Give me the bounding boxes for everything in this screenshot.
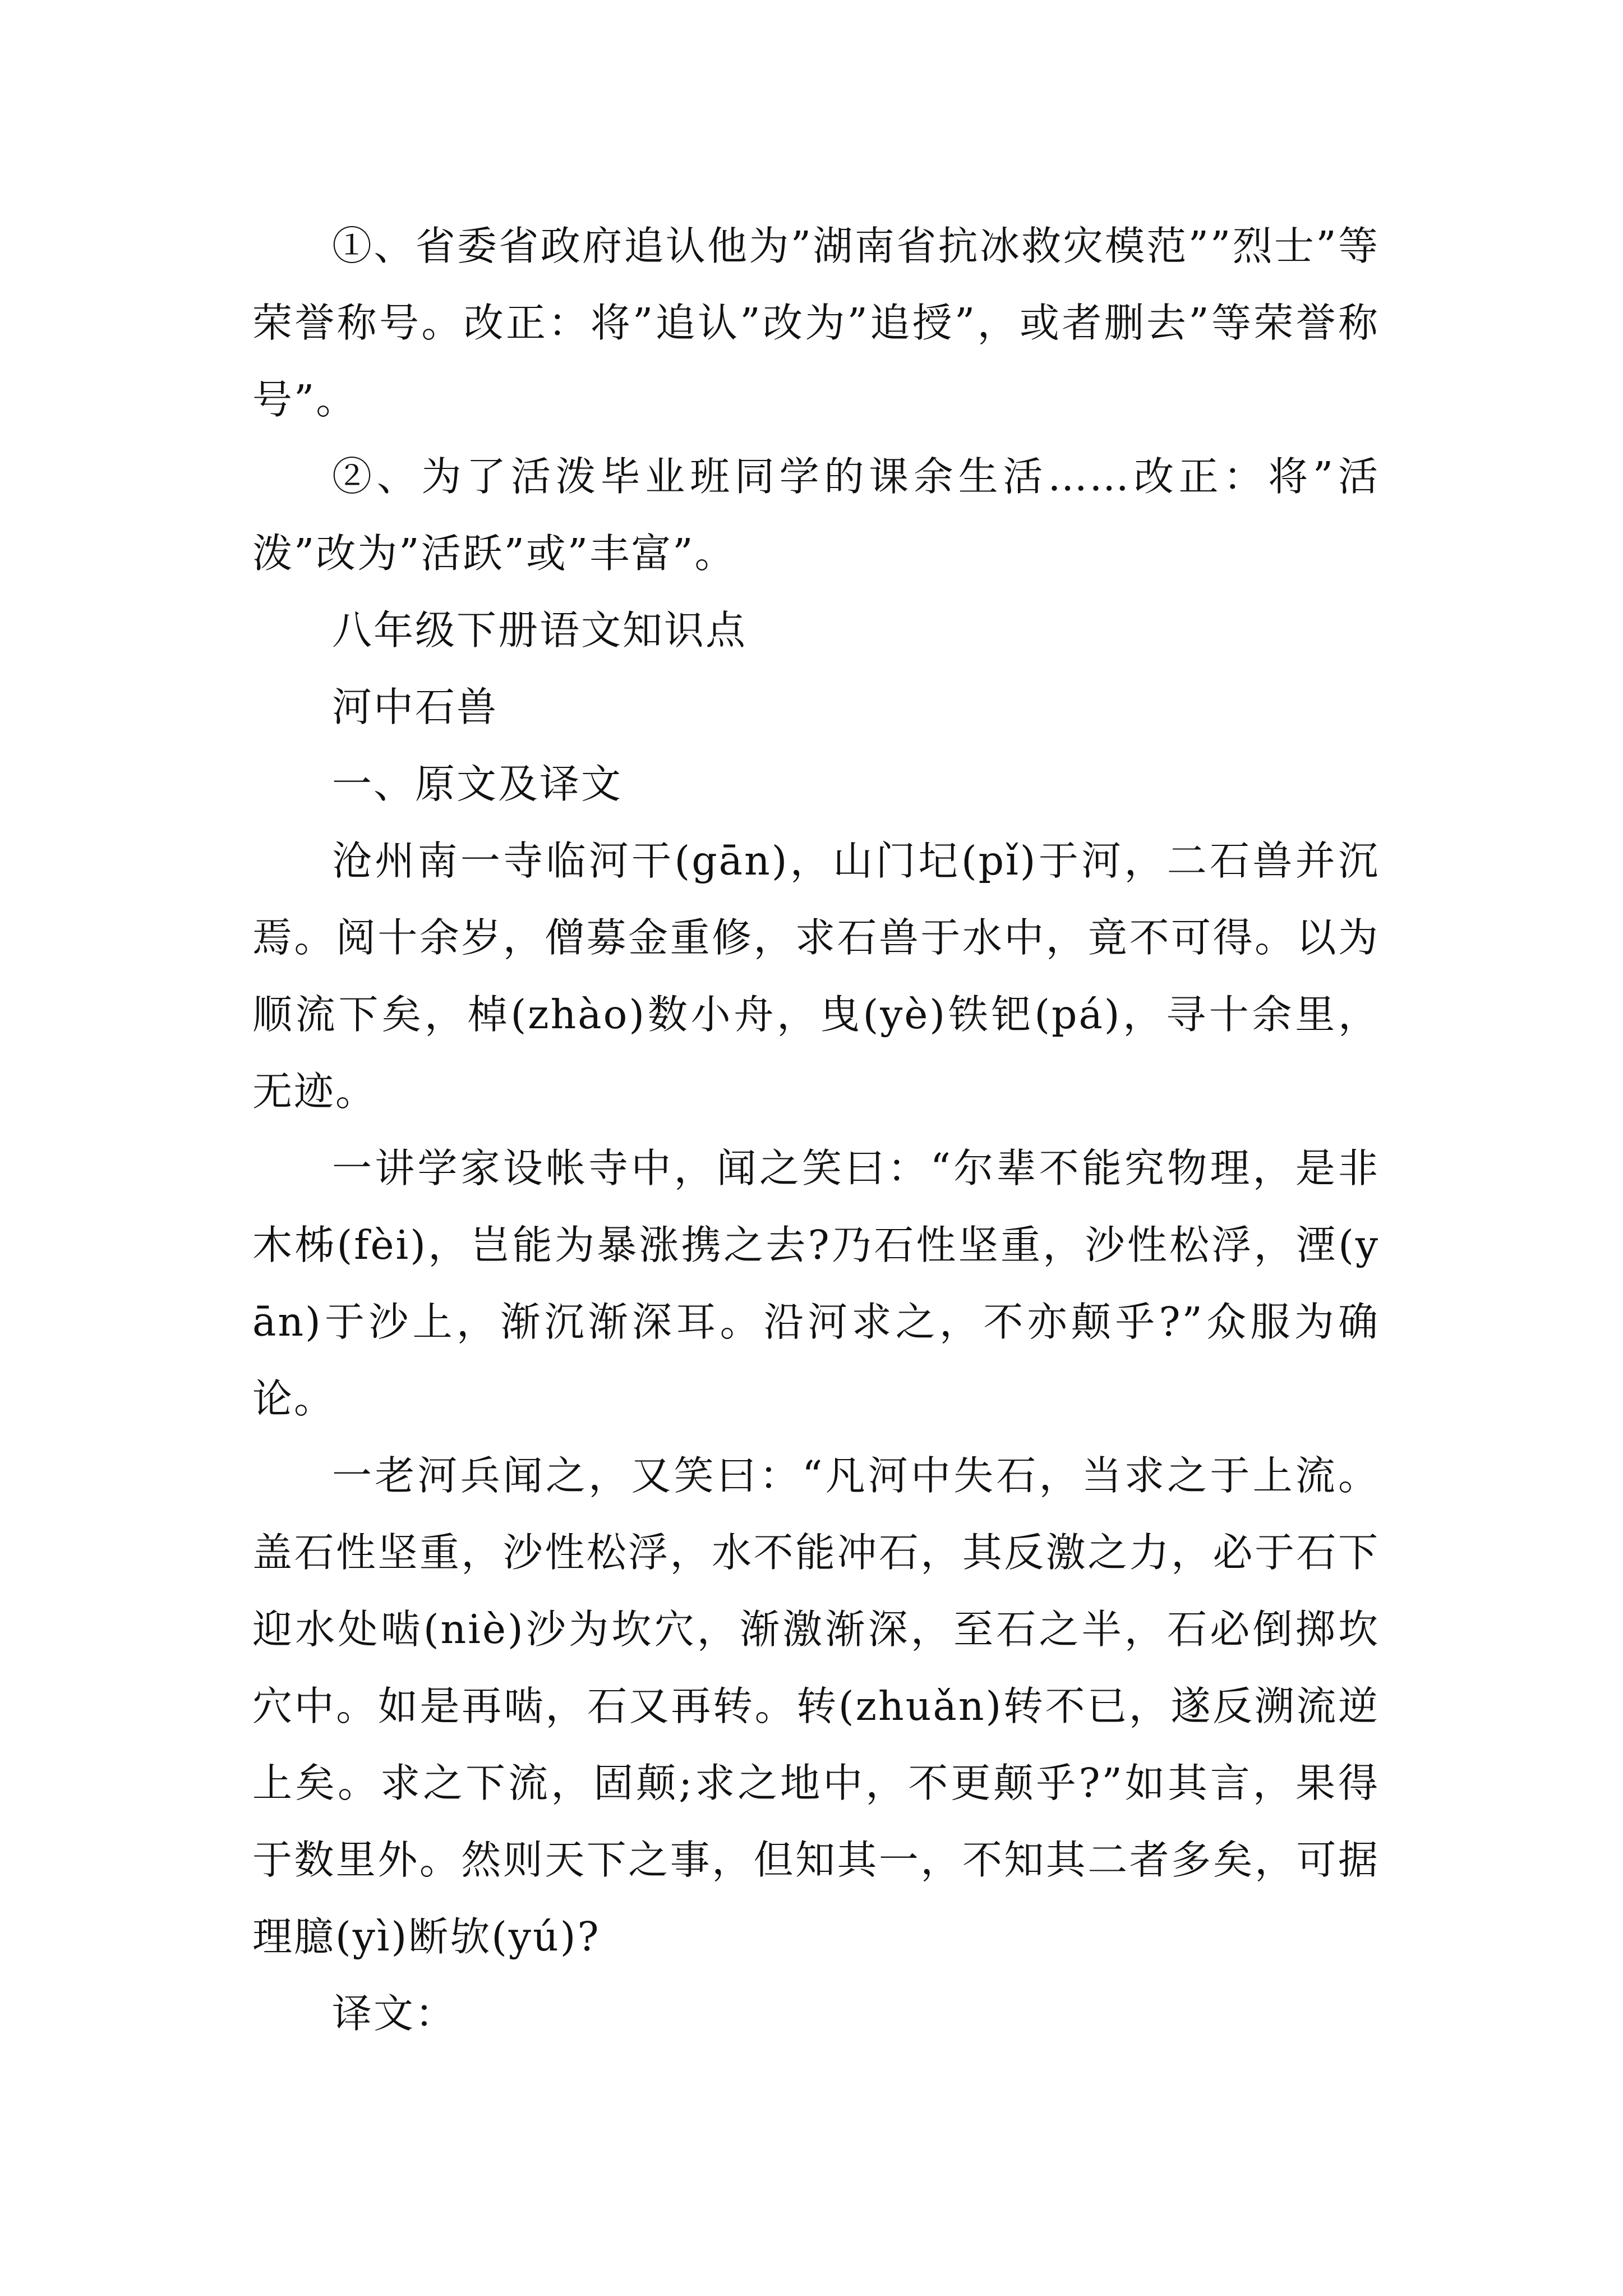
correction-paragraph-1: ①、省委省政府追认他为”湖南省抗冰救灾模范””烈士”等荣誉称号。改正：将”追认”改为”追授”，或者删去”等荣誉称号”。	[252, 223, 1380, 423]
subsection-heading: 一、原文及译文	[332, 761, 623, 807]
translation-label: 译文：	[332, 1990, 457, 2037]
original-text-paragraph-1: 沧州南一寺临河干(gān)，山门圮(pǐ)于河，二石兽并沉焉。阅十余岁，僧募金重修，求石兽于水中，竟不可得。以为顺流下矣，棹(zhào)数小舟，曳(yè)铁钯(pá)，寻十余里，无迹。	[252, 838, 1380, 1115]
original-text-paragraph-2: 一讲学家设帐寺中，闻之笑曰：“尔辈不能究物理，是非木柹(fèi)，岂能为暴涨携之去?乃石性坚重，沙性松浮，湮(yān)于沙上，渐沉渐深耳。沿河求之，不亦颠乎?”众服为确论。	[252, 1145, 1380, 1422]
section-heading: 八年级下册语文知识点	[332, 607, 748, 654]
correction-paragraph-2: ②、为了活泼毕业班同学的课余生活……改正：将”活泼”改为”活跃”或”丰富”。	[252, 453, 1380, 577]
document-body	[252, 208, 1380, 2052]
original-text-paragraph-3: 一老河兵闻之，又笑曰：“凡河中失石，当求之于上流。盖石性坚重，沙性松浮，水不能冲石，其反激之力，必于石下迎水处啮(niè)沙为坎穴，渐激渐深，至石之半，石必倒掷坎穴中。如是再啮，石又再转。转(zhuǎn)转不已，遂反溯流逆上矣。求之下流，固颠;求之地中，不更颠乎?”如其言，果得于数里外。然则天下之事，但知其一，不知其二者多矣，可据理臆(yì)断欤(yú)?	[252, 1452, 1380, 1960]
lesson-title: 河中石兽	[332, 684, 499, 730]
